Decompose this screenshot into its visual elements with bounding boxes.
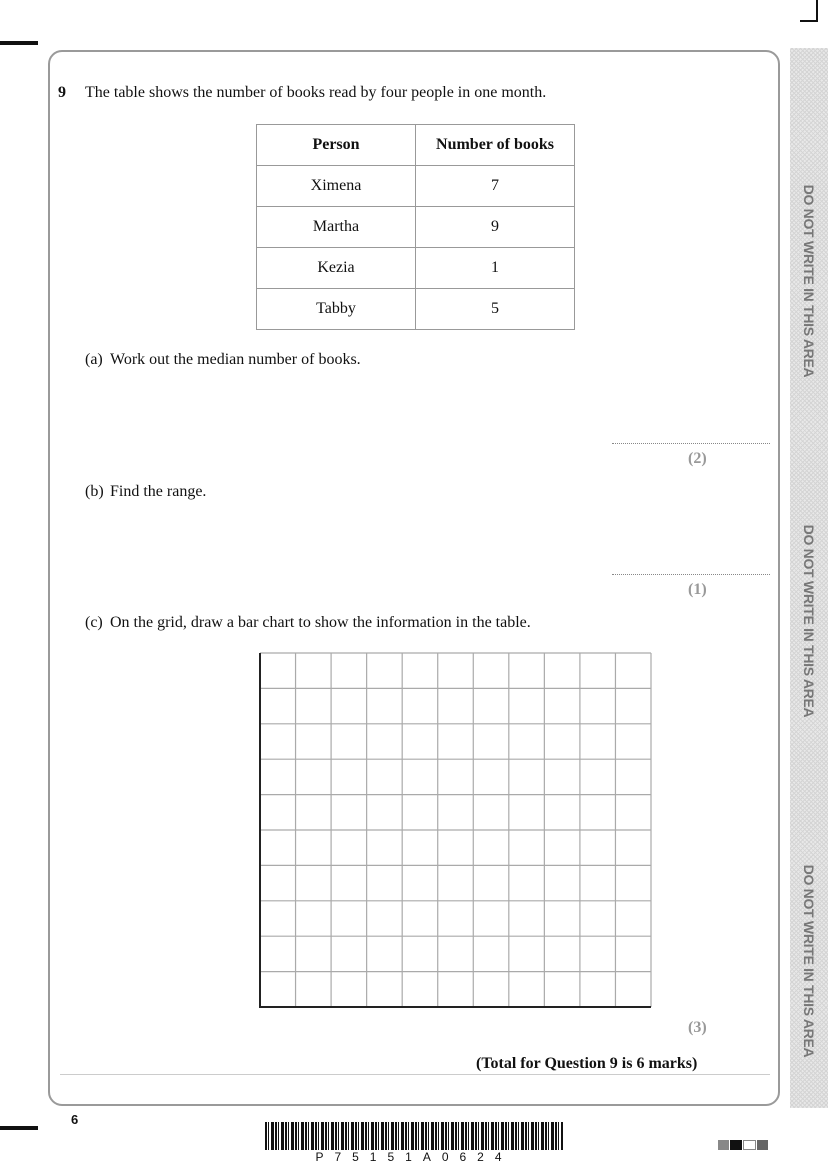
cell: Tabby [257,289,416,330]
books-table [256,124,575,330]
table-row [257,166,575,207]
do-not-write-margin [790,48,828,1108]
cell: Ximena [257,166,416,207]
header-cell: Person [257,125,416,166]
cell: 9 [416,207,575,248]
barcode-text: P75151A0624 [315,1150,513,1164]
table-header-row [257,125,575,166]
header-cell: Number of books [416,125,575,166]
page-number: 6 [71,1112,79,1127]
cell: 5 [416,289,575,330]
marks-b: (1) [688,581,707,598]
margin-warning: DO NOT WRITE IN THIS AREA [801,524,817,718]
part-c-label: (c) [85,614,103,631]
bar-chart-grid[interactable] [259,652,652,1009]
corner-mark [0,1126,38,1130]
table-row [257,248,575,289]
question-total: (Total for Question 9 is 6 marks) [476,1055,698,1072]
answer-line-a[interactable] [612,443,770,444]
marks-c: (3) [688,1019,707,1036]
cell: 1 [416,248,575,289]
part-b-text: Find the range. [110,483,207,500]
margin-warning: DO NOT WRITE IN THIS AREA [801,864,817,1058]
question-intro: The table shows the number of books read by four people in one month. [85,84,547,101]
barcode [265,1122,563,1150]
registration-squares [718,1140,768,1150]
corner-mark [816,0,818,22]
corner-mark [800,20,818,22]
part-b-label: (b) [85,483,104,500]
part-a-label: (a) [85,351,103,368]
marks-a: (2) [688,450,707,467]
question-number: 9 [58,84,66,101]
answer-line-b[interactable] [612,574,770,575]
cell: Martha [257,207,416,248]
corner-mark [0,41,38,45]
cell: 7 [416,166,575,207]
table-row [257,207,575,248]
table-row [257,289,575,330]
cell: Kezia [257,248,416,289]
margin-warning: DO NOT WRITE IN THIS AREA [801,184,817,378]
part-a-text: Work out the median number of books. [110,351,361,368]
part-c-text: On the grid, draw a bar chart to show the information in the table. [110,614,531,631]
divider [60,1074,770,1075]
